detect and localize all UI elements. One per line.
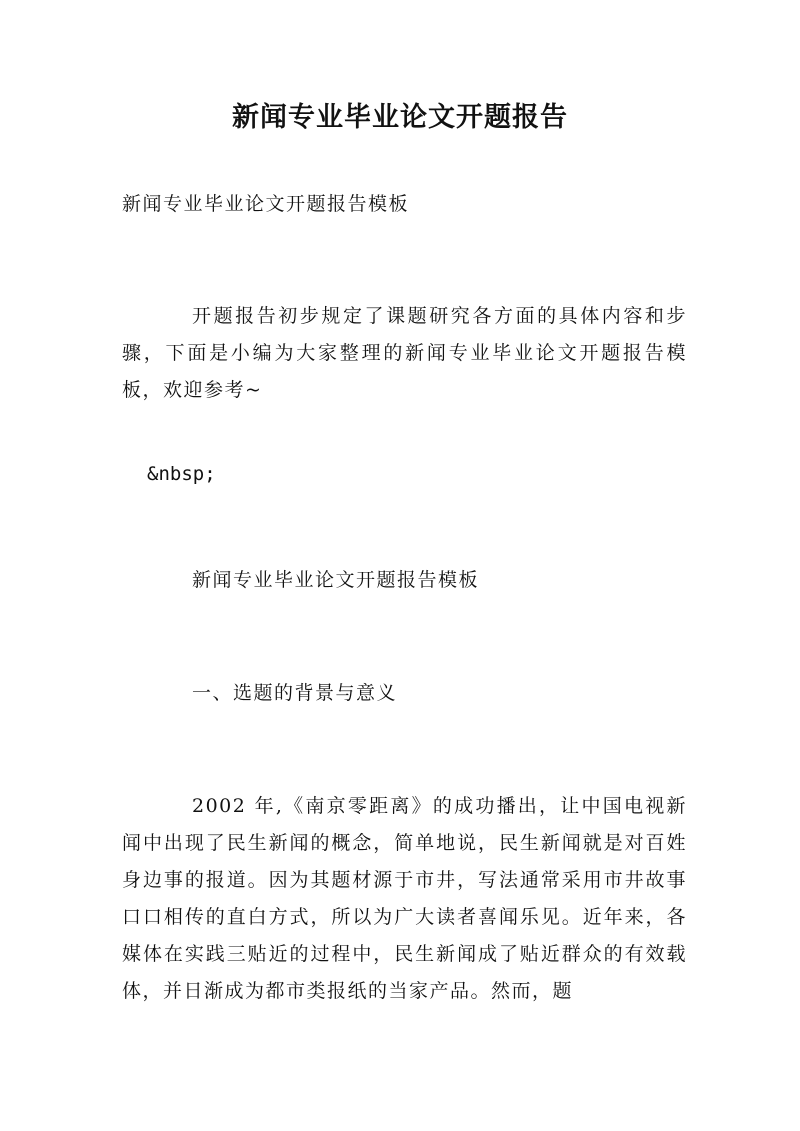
intro-paragraph: 开题报告初步规定了课题研究各方面的具体内容和步骤，下面是小编为大家整理的新闻专业毕业论文开题报告模板，欢迎参考~	[122, 305, 687, 401]
section-title: 一、选题的背景与意义	[192, 682, 398, 704]
document-subtitle: 新闻专业毕业论文开题报告模板	[122, 193, 410, 215]
body-paragraph: 2002 年,《南京零距离》的成功播出，让中国电视新闻中出现了民生新闻的概念，简单地说，民生新闻就是对百姓身边事的报道。因为其题材源于市井，写法通常采用市井故事口口相传的直白方式，所以为广大读者喜闻乐见。近年来，各媒体在实践三贴近的过程中，民生新闻成了贴近群众的有效载体，并日渐成为都市类报纸的当家产品。然而，题	[122, 795, 687, 1002]
document-title: 新闻专业毕业论文开题报告	[232, 102, 568, 133]
section-heading: 新闻专业毕业论文开题报告模板	[192, 569, 480, 591]
nbsp-text: &nbsp;	[147, 463, 216, 485]
